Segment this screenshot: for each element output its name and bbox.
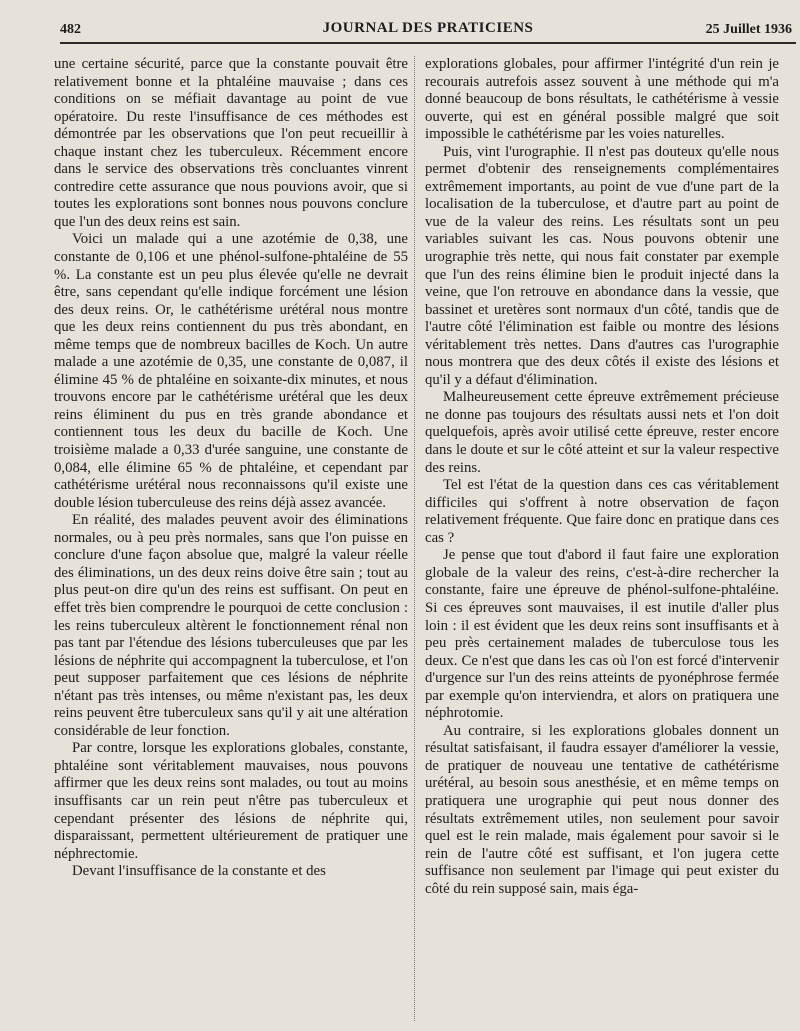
right-column bbox=[425, 56, 779, 1024]
paragraph: une certaine sécurité, parce que la constante pouvait être relativement bonne et la phtaléine mauvaise ; dans ces conditions on se méfiait davantage au point de vue opératoire. Du reste l'insuffisance de ces méthodes est démontrée par les observations que l'on peut recueillir à chaque instant chez les tuberculeux. Récemment encore dans le service des observations très concluantes vinrent contredire cette assurance que nous pouvions avoir, que si toutes les explorations sont bonnes nous pouvons conclure que l'un des deux reins est sain. bbox=[54, 56, 408, 230]
paragraph: Je pense que tout d'abord il faut faire une exploration globale de la valeur des reins, c'est-à-dire rechercher la constante, faire une épreuve de phénol-sulfone-phtaléine. Si ces épreuves sont mauvaises, il est inutile d'aller plus loin : il est évident que les deux reins sont insuffisants et à peu près certainement malades de tuberculose tous les deux. Ce n'est que dans les cas où l'on est forcé d'intervenir d'urgence sur l'un des reins atteints de pyonéphrose fermée par exemple qu'on interviendra, et alors on pratiquera une néphrotomie. bbox=[425, 547, 779, 722]
paragraph: Malheureusement cette épreuve extrêmement précieuse ne donne pas toujours des résultats aussi nets et l'on doit quelquefois, après avoir utilisé cette épreuve, rester encore dans le doute et sur le côté atteint et sur la valeur respective des reins. bbox=[425, 389, 779, 476]
page-number: 482 bbox=[60, 22, 81, 37]
running-header bbox=[60, 14, 796, 44]
paragraph: Tel est l'état de la question dans ces cas véritablement difficiles qui s'offrent à notre observation de façon relativement fréquente. Que faire donc en pratique dans ces cas ? bbox=[425, 477, 779, 546]
column-divider bbox=[414, 56, 415, 1021]
paragraph: En réalité, des malades peuvent avoir des éliminations normales, ou à peu près normales, sans que l'on puisse en conclure d'une façon absolue que, malgré la valeur réelle des éliminations, un des deux reins doive être sain ; tout au plus peut-on dire qu'un des reins est suffisant. On peut en effet très bien comprendre le pourquoi de cette conclusion : les reins tuberculeux altèrent le fonctionnement rénal non pas tant par l'étendue des lésions tuberculeuses que par les lésions de néphrite qui accompagnent la tuberculose, et l'on peut supposer parfaitement que ces lésions de néphrite n'étant pas très intenses, ou même n'existant pas, les deux reins peuvent être tuberculeux sans qu'il y ait une altération considérable de leur fonction. bbox=[54, 512, 408, 739]
paragraph: Par contre, lorsque les explorations globales, constante, phtaléine sont véritablement mauvaises, nous pouvons affirmer que les deux reins sont malades, ou tout au moins insuffisants car un rein peut n'être pas tuberculeux et cependant présenter des lésions de néphrite qui, disparaissant, permettent ultérieurement de pratiquer une néphrectomie. bbox=[54, 740, 408, 862]
paragraph: explorations globales, pour affirmer l'intégrité d'un rein je recourais autrefois assez souvent à une méthode qui m'a donné beaucoup de bons résultats, le cathétérisme à vessie ouverte, qui est en général possible malgré que soit impossible le cathétérisme par les voies naturelles. bbox=[425, 56, 779, 143]
left-column bbox=[54, 56, 408, 1024]
paragraph: Devant l'insuffisance de la constante et des bbox=[72, 863, 326, 880]
paragraph: Puis, vint l'urographie. Il n'est pas douteux qu'elle nous permet d'obtenir des renseignements complémentaires extrêmement importants, au point de vue d'une part de la localisation de la tuberculose, et d'autre part au point de vue de la valeur des reins. Les résultats sont un peu variables suivant les cas. Nous pouvons obtenir une urographie très nette, qui nous fait constater par exemple que l'un des reins élimine bien le produit injecté dans la veine, que l'on retrouve en abondance dans la vessie, que bassinet et uretères sont normaux d'un côté, tandis que de l'autre côté l'élimination est faible ou montre des lésions véritablement très nettes. Dans d'autres cas l'urographie nous montrera que des deux côtés il existe des lésions et qu'il y a défaut d'élimination. bbox=[425, 143, 779, 388]
paragraph: Voici un malade qui a une azotémie de 0,38, une constante de 0,106 et une phénol-sulfone-phtaléine de 55 %. La constante est un peu plus élevée qu'elle ne devrait être, sans cependant qu'elle indique forcément une lésion des deux reins. Or, le cathétérisme urétéral nous montre que les deux reins contiennent du pus très abondant, en même temps que de nombreux bacilles de Koch. Un autre malade a une azotémie de 0,35, une constante de 0,087, il élimine 45 % de phtaléine en soixante-dix minutes, et nous trouvons encore par le cathétérisme urétéral que les deux reins éliminent du pus en très grande abondance et contiennent tous les deux du bacille de Koch. Une troisième malade a 0,33 d'urée sanguine, une constante de 0,084, elle élimine 65 % de phtaléine, et cependant par cathétérisme urétéral nous reconnaissons qu'il existe une double lésion tuberculeuse des reins déjà assez avancée. bbox=[54, 231, 408, 511]
journal-title: JOURNAL DES PRATICIENS bbox=[322, 20, 534, 36]
issue-date: 25 Juillet 1936 bbox=[705, 22, 792, 37]
header-rule bbox=[60, 42, 796, 44]
paragraph: Au contraire, si les explorations globales donnent un résultat satisfaisant, il faudra essayer d'améliorer la vessie, de pratiquer de nouveau une tentative de cathétérisme urétéral, au besoin sous anesthésie, et en même temps on pratiquera une urographie qui peut nous donner des résultats extrêmement utiles, non seulement pour savoir quel est le rein malade, mais également pour savoir si le rein de l'autre côté est suffisant, et l'on jugera cette suffisance non seulement par l'image qui peut exister du côté du rein supposé sain, mais éga- bbox=[425, 722, 779, 897]
